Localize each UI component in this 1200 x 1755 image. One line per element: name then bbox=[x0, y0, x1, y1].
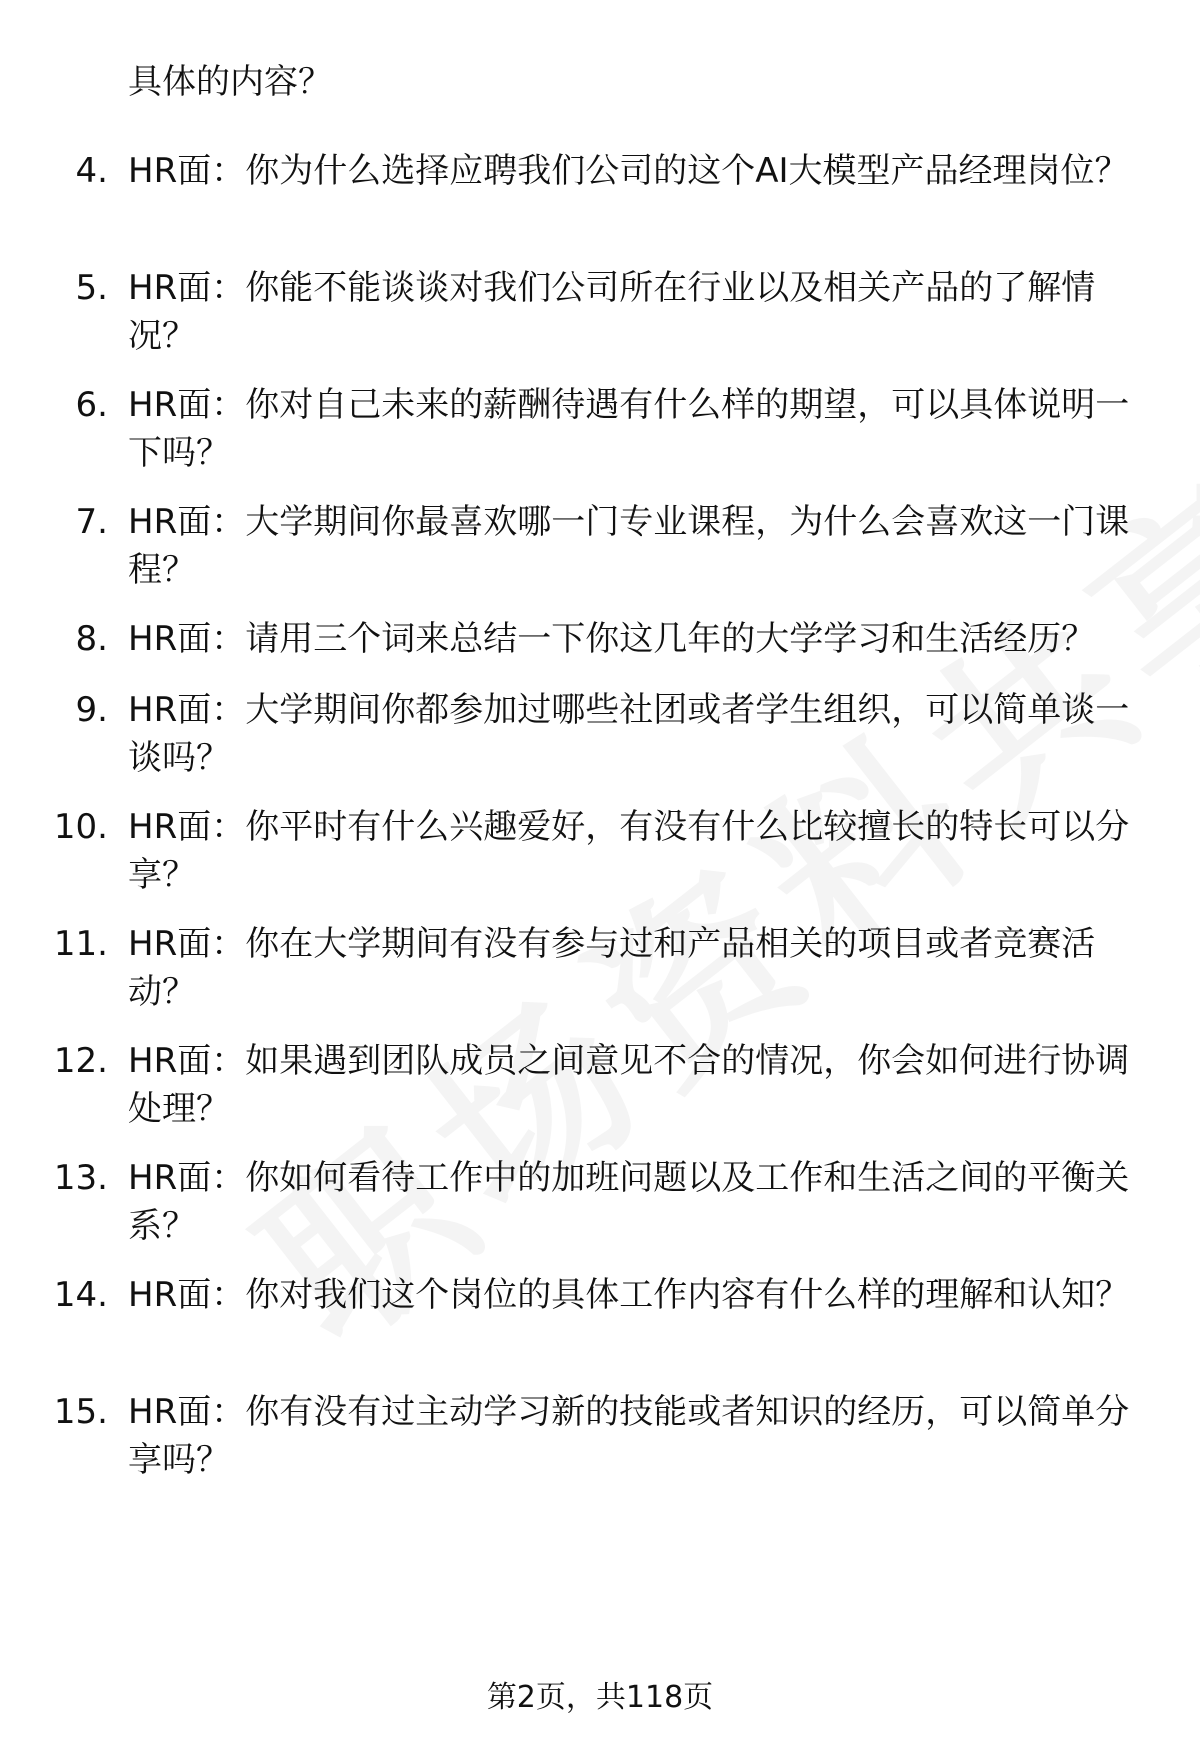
question-text: HR面：如果遇到团队成员之间意见不合的情况，你会如何进行协调处理？ bbox=[128, 1041, 1130, 1129]
question-text: HR面：大学期间你最喜欢哪一门专业课程，为什么会喜欢这一门课程？ bbox=[128, 502, 1130, 590]
question-text: HR面：你为什么选择应聘我们公司的这个AI大模型产品经理岗位？ bbox=[128, 151, 1129, 191]
question-text: HR面：你如何看待工作中的加班问题以及工作和生活之间的平衡关系？ bbox=[128, 1158, 1130, 1246]
question-number: 14. bbox=[53, 1275, 108, 1315]
question-text: HR面：你对自己未来的薪酬待遇有什么样的期望，可以具体说明一下吗？ bbox=[128, 385, 1130, 473]
question-text: HR面：你平时有什么兴趣爱好，有没有什么比较擅长的特长可以分享？ bbox=[128, 807, 1130, 895]
question-text: HR面：大学期间你都参加过哪些社团或者学生组织，可以简单谈一谈吗？ bbox=[128, 690, 1130, 778]
question-text: HR面：你在大学期间有没有参与过和产品相关的项目或者竞赛活动？ bbox=[128, 924, 1096, 1012]
question-text: HR面：你能不能谈谈对我们公司所在行业以及相关产品的了解情况？ bbox=[128, 268, 1096, 356]
question-text: HR面：请用三个词来总结一下你这几年的大学学习和生活经历？ bbox=[128, 619, 1096, 659]
question-number: 13. bbox=[53, 1158, 108, 1198]
continuation-text: 具体的内容？ bbox=[128, 62, 332, 102]
question-number: 6. bbox=[75, 385, 108, 425]
question-text: HR面：你对我们这个岗位的具体工作内容有什么样的理解和认知？ bbox=[128, 1275, 1130, 1315]
question-number: 7. bbox=[75, 502, 108, 542]
question-number: 12. bbox=[53, 1041, 108, 1081]
page-footer: 第2页，共118页 bbox=[486, 1680, 714, 1715]
question-text: HR面：你有没有过主动学习新的技能或者知识的经历，可以简单分享吗？ bbox=[128, 1392, 1130, 1480]
question-number: 15. bbox=[53, 1392, 108, 1432]
question-number: 4. bbox=[75, 151, 108, 191]
question-number: 5. bbox=[75, 268, 108, 308]
question-number: 8. bbox=[75, 619, 108, 659]
question-number: 10. bbox=[53, 807, 108, 847]
question-number: 9. bbox=[75, 690, 108, 730]
question-number: 11. bbox=[53, 924, 108, 964]
